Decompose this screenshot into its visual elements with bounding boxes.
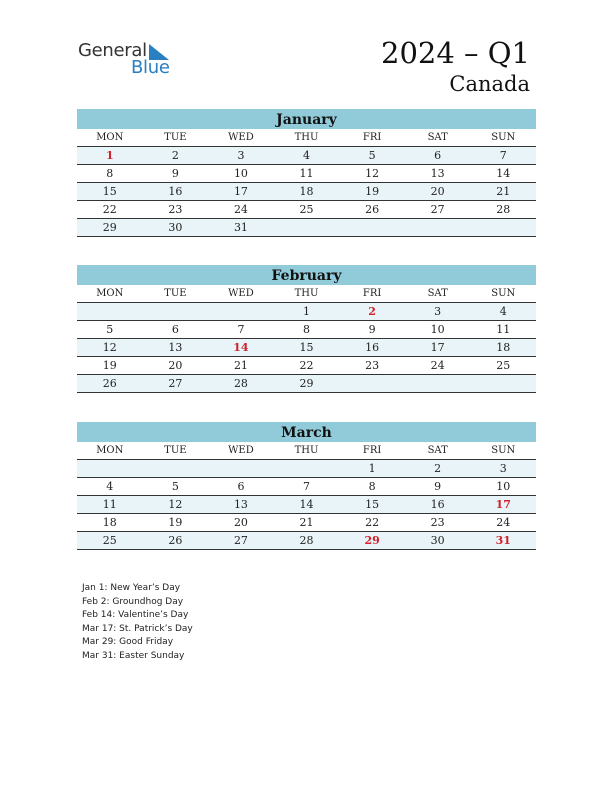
date-cell: 7: [303, 480, 311, 493]
weekday-label: SAT: [427, 288, 448, 299]
date-cell: 13: [168, 341, 183, 354]
week-row: [77, 532, 536, 550]
date-cell: 2: [171, 149, 179, 162]
date-cell: 9: [434, 480, 442, 493]
month-calendar-march: [77, 422, 536, 550]
date-cell: 3: [499, 462, 507, 475]
country-name: Canada: [449, 72, 530, 96]
weekday-label: TUE: [164, 288, 187, 299]
holiday-note: Jan 1: New Year’s Day: [82, 583, 181, 593]
date-cell: 6: [237, 480, 245, 493]
date-cell: 24: [496, 516, 511, 529]
week-row: [77, 514, 536, 532]
date-cell: 6: [171, 323, 179, 336]
weekday-label: SAT: [427, 132, 448, 143]
date-cell: 16: [168, 185, 183, 198]
date-cell: 20: [168, 359, 183, 372]
date-cell: 15: [365, 498, 380, 511]
date-cell: 28: [233, 377, 248, 390]
weekday-label: WED: [228, 132, 254, 143]
date-cell: 3: [434, 305, 442, 318]
date-cell: [143, 460, 209, 477]
holiday-list: [82, 582, 193, 664]
week-row: [77, 165, 536, 183]
date-cell: [143, 303, 209, 320]
date-cell: 10: [496, 480, 511, 493]
date-cell: 26: [365, 203, 380, 216]
date-cell: 27: [430, 203, 445, 216]
date-cell: [77, 303, 143, 320]
date-cell: 23: [365, 359, 380, 372]
weekday-label: WED: [228, 445, 254, 456]
holiday-note: Mar 31: Easter Sunday: [82, 650, 185, 661]
date-cell: 30: [430, 534, 445, 547]
week-row: [77, 303, 536, 321]
date-cell: 25: [299, 203, 314, 216]
weekday-label: SUN: [491, 445, 516, 456]
date-cell: 29: [102, 221, 117, 234]
date-cell: 12: [168, 498, 183, 511]
weekday-label: TUE: [164, 132, 187, 143]
date-cell: 5: [171, 480, 179, 493]
weekday-label: FRI: [362, 445, 382, 456]
date-cell: 16: [365, 341, 380, 354]
date-cell: 4: [499, 305, 507, 318]
weekday-label: SAT: [427, 445, 448, 456]
date-cell: 15: [102, 185, 117, 198]
weekday-label: MON: [96, 132, 124, 143]
month-name: January: [77, 109, 536, 129]
date-cell: 18: [496, 341, 511, 354]
date-cell: 7: [499, 149, 507, 162]
weekday-header-row: [77, 442, 536, 460]
holiday-date-cell: 1: [105, 149, 114, 162]
date-cell: [77, 460, 143, 477]
date-cell: 17: [233, 185, 248, 198]
date-cell: 8: [303, 323, 311, 336]
logo-text-general: General: [78, 40, 147, 61]
date-cell: 22: [299, 359, 314, 372]
weekday-label: THU: [294, 445, 319, 456]
week-row: [77, 357, 536, 375]
weekday-label: FRI: [362, 288, 382, 299]
weekday-label: SUN: [491, 132, 516, 143]
weekday-label: FRI: [362, 132, 382, 143]
date-cell: 11: [496, 323, 511, 336]
date-cell: 24: [233, 203, 248, 216]
date-cell: [208, 460, 274, 477]
date-cell: 18: [102, 516, 117, 529]
date-cell: 5: [368, 149, 376, 162]
logo: [78, 40, 188, 80]
date-cell: 14: [299, 498, 314, 511]
date-cell: 24: [430, 359, 445, 372]
weekday-label: TUE: [164, 445, 187, 456]
date-cell: 31: [233, 221, 248, 234]
date-cell: [274, 460, 340, 477]
date-cell: 11: [299, 167, 314, 180]
weekday-header-row: [77, 285, 536, 303]
date-cell: 4: [106, 480, 114, 493]
date-cell: 20: [233, 516, 248, 529]
date-cell: 13: [430, 167, 445, 180]
date-cell: 22: [365, 516, 380, 529]
month-calendar-february: [77, 265, 536, 393]
weekday-label: MON: [96, 445, 124, 456]
date-cell: 2: [434, 462, 442, 475]
date-cell: 21: [496, 185, 511, 198]
week-row: [77, 321, 536, 339]
month-name: March: [77, 422, 536, 442]
date-cell: 15: [299, 341, 314, 354]
date-cell: 12: [365, 167, 380, 180]
holiday-date-cell: 2: [368, 305, 376, 318]
date-cell: 6: [434, 149, 442, 162]
date-cell: 19: [102, 359, 117, 372]
date-cell: 1: [303, 305, 311, 318]
weekday-label: MON: [96, 288, 124, 299]
date-cell: [208, 303, 274, 320]
date-cell: 3: [237, 149, 245, 162]
date-cell: 26: [168, 534, 183, 547]
week-row: [77, 147, 536, 165]
date-cell: 11: [102, 498, 117, 511]
date-cell: 25: [496, 359, 511, 372]
logo-text-blue: Blue: [131, 57, 170, 78]
date-cell: 13: [233, 498, 248, 511]
holiday-note: Feb 14: Valentine’s Day: [82, 610, 189, 621]
date-cell: 27: [233, 534, 248, 547]
date-cell: 7: [237, 323, 245, 336]
week-row: [77, 201, 536, 219]
date-cell: 8: [368, 480, 376, 493]
date-cell: 9: [171, 167, 179, 180]
holiday-date-cell: 14: [233, 341, 249, 354]
holiday-note: Mar 29: Good Friday: [82, 637, 174, 648]
date-cell: 9: [368, 323, 376, 336]
holiday-note: Mar 17: St. Patrick’s Day: [82, 623, 193, 634]
date-cell: 20: [430, 185, 445, 198]
date-cell: 18: [299, 185, 314, 198]
holiday-note: Feb 2: Groundhog Day: [82, 596, 184, 607]
week-row: [77, 478, 536, 496]
date-cell: 21: [299, 516, 314, 529]
date-cell: [470, 219, 536, 236]
date-cell: 19: [365, 185, 380, 198]
date-cell: 28: [496, 203, 511, 216]
date-cell: [274, 219, 340, 236]
date-cell: 5: [106, 323, 114, 336]
month-calendar-january: [77, 109, 536, 237]
holiday-date-cell: 31: [495, 534, 511, 547]
date-cell: 14: [496, 167, 511, 180]
month-name: February: [77, 265, 536, 285]
date-cell: 16: [430, 498, 445, 511]
week-row: [77, 339, 536, 357]
date-cell: 27: [168, 377, 183, 390]
date-cell: 23: [430, 516, 445, 529]
week-row: [77, 496, 536, 514]
page-title: 2024 – Q1: [381, 36, 530, 70]
date-cell: 22: [102, 203, 117, 216]
weekday-label: THU: [294, 132, 319, 143]
date-cell: [339, 219, 405, 236]
weekday-header-row: [77, 129, 536, 147]
date-cell: [405, 375, 471, 392]
date-cell: 30: [168, 221, 183, 234]
date-cell: 10: [430, 323, 445, 336]
date-cell: 28: [299, 534, 314, 547]
week-row: [77, 219, 536, 237]
date-cell: 23: [168, 203, 183, 216]
date-cell: 8: [106, 167, 114, 180]
date-cell: 4: [303, 149, 311, 162]
weekday-label: WED: [228, 288, 254, 299]
weekday-label: SUN: [491, 288, 516, 299]
date-cell: [405, 219, 471, 236]
date-cell: 12: [102, 341, 117, 354]
date-cell: 21: [233, 359, 248, 372]
date-cell: 25: [102, 534, 117, 547]
week-row: [77, 183, 536, 201]
date-cell: 19: [168, 516, 183, 529]
date-cell: [339, 375, 405, 392]
date-cell: 29: [299, 377, 314, 390]
date-cell: 17: [430, 341, 445, 354]
holiday-date-cell: 29: [364, 534, 380, 547]
date-cell: 1: [368, 462, 376, 475]
date-cell: [470, 375, 536, 392]
date-cell: 10: [233, 167, 248, 180]
holiday-date-cell: 17: [495, 498, 511, 511]
week-row: [77, 460, 536, 478]
week-row: [77, 375, 536, 393]
date-cell: 26: [102, 377, 117, 390]
weekday-label: THU: [294, 288, 319, 299]
